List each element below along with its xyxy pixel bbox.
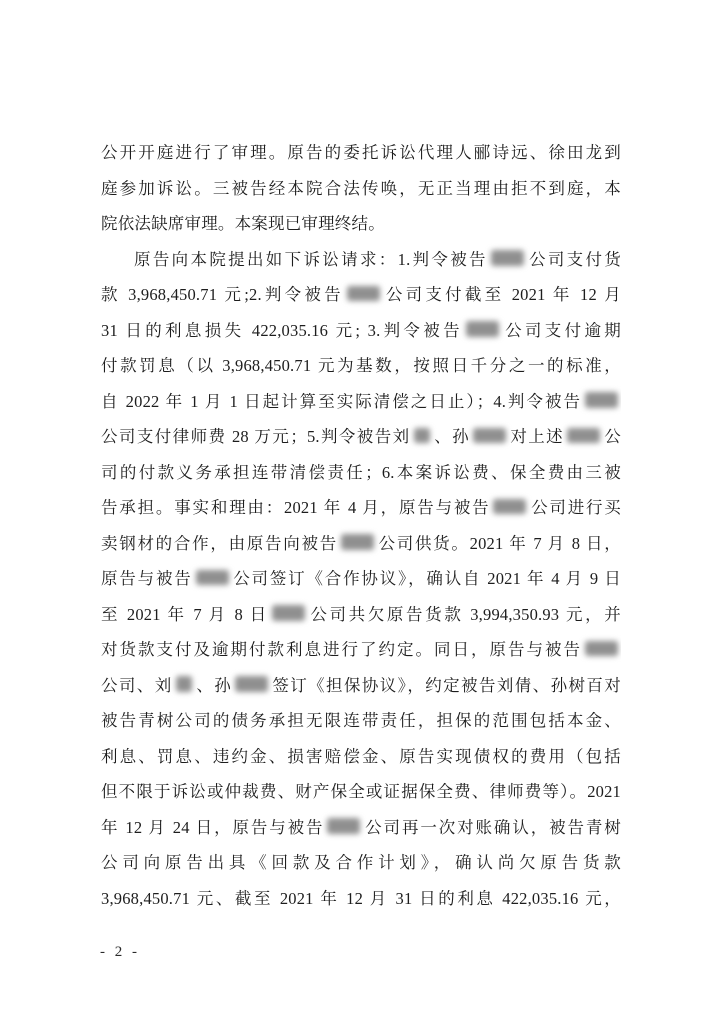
redacted-text — [493, 499, 526, 514]
document-line — [101, 845, 621, 881]
text-segment: 款 3,968,450.71 元;2.判令被告 — [101, 285, 344, 304]
text-segment: 31 日的利息损失 422,035.16 元; 3.判令被告 — [101, 320, 463, 340]
document-line — [101, 242, 621, 278]
redacted-text — [585, 392, 618, 407]
document-line — [101, 703, 621, 739]
text-segment: 被告青树公司的债务承担无限连带责任，担保的范围包括本金、 — [101, 711, 621, 730]
text-segment: 公司进行买 — [529, 498, 621, 517]
document-line — [101, 881, 621, 917]
text-segment: 卖钢材的合作，由原告向被告 — [101, 533, 338, 553]
document-line — [101, 490, 621, 526]
redacted-text — [585, 641, 618, 656]
redacted-text — [466, 321, 499, 336]
text-segment: 、孙 — [195, 675, 233, 695]
text-segment: 至 2021 年 7 月 8 日 — [101, 604, 269, 624]
text-segment: 庭参加诉讼。三被告经本院合法传唤，无正当理由拒不到庭，本 — [101, 178, 621, 198]
text-segment: 原告向本院提出如下诉讼请求：1.判令被告 — [134, 249, 488, 269]
text-segment: 、孙 — [433, 427, 471, 446]
redacted-text — [567, 428, 600, 443]
text-segment: 公司共欠原告货款 3,994,350.93 元，并 — [307, 604, 621, 624]
document-line — [101, 774, 621, 810]
text-segment: 对上述 — [509, 427, 565, 446]
text-segment: 公司再一次对账确认，被告青树 — [363, 817, 621, 837]
document-line — [101, 561, 621, 597]
document-line — [101, 206, 621, 242]
redacted-text — [341, 534, 374, 549]
text-segment: 付款罚息（以 3,968,450.71 元为基数，按照日千分之一的标准， — [101, 356, 621, 375]
document-line — [101, 384, 621, 420]
redacted-text — [327, 818, 360, 833]
redacted-text — [473, 428, 506, 443]
document-line — [101, 810, 621, 846]
document-line — [101, 277, 621, 313]
document-line — [101, 135, 621, 171]
document-line — [101, 171, 621, 207]
document-line — [101, 419, 621, 455]
text-segment: 公司、刘 — [101, 675, 173, 695]
document-line — [101, 455, 621, 491]
document-line — [101, 597, 621, 633]
redacted-text — [491, 250, 524, 265]
text-segment: 自 2022 年 1 月 1 日起计算至实际清偿之日止）；4.判令被告 — [101, 391, 582, 411]
text-segment: 公开开庭进行了审理。原告的委托诉讼代理人郦诗远、徐田龙到 — [101, 143, 621, 162]
text-segment: 年 12 月 24 日，原告与被告 — [101, 817, 325, 837]
document-line — [101, 739, 621, 775]
document-line — [101, 313, 621, 349]
text-segment: 公司签订《合作协议》，确认自 2021 年 4 月 9 日 — [231, 569, 621, 588]
text-segment: 院依法缺席审理。本案现已审理终结。 — [101, 214, 385, 233]
text-segment: 司的付款义务承担连带清偿责任；6.本案诉讼费、保全费由三被 — [101, 462, 621, 482]
text-segment: 3,968,450.71 元、截至 2021 年 12 月 31 日的利息 422,035.16 元， — [101, 888, 621, 908]
text-segment: 公司支付律师费 28 万元；5.判令被告刘 — [101, 427, 411, 446]
text-segment: 公司供货。2021 年 7 月 8 日， — [376, 533, 621, 553]
page-number: - 2 - — [100, 944, 140, 960]
redacted-text — [414, 428, 431, 443]
text-segment: 公司支付截至 2021 年 12 月 — [382, 285, 621, 304]
redacted-text — [347, 286, 380, 301]
text-segment: 公 — [603, 427, 621, 446]
text-segment: 对货款支付及逾期付款利息进行了约定。同日，原告与被告 — [101, 640, 582, 659]
document-body — [101, 135, 621, 916]
text-segment: 公司支付货 — [526, 249, 621, 269]
document-line — [101, 668, 621, 704]
text-segment: 签订《担保协议》，约定被告刘倩、孙树百对 — [271, 675, 621, 695]
redacted-text — [176, 676, 193, 691]
text-segment: 但不限于诉讼或仲裁费、财产保全或证据保全费、律师费等）。2021 — [101, 782, 621, 801]
document-line — [101, 632, 621, 668]
text-segment: 公司支付逾期 — [501, 320, 621, 340]
redacted-text — [235, 676, 268, 691]
text-segment: 原告与被告 — [101, 569, 193, 588]
text-segment: 利息、罚息、违约金、损害赔偿金、原告实现债权的费用（包括 — [101, 746, 621, 766]
text-segment: 公司向原告出具《回款及合作计划》，确认尚欠原告货款 — [101, 853, 621, 872]
redacted-text — [272, 605, 305, 620]
document-line — [101, 526, 621, 562]
document-line — [101, 348, 621, 384]
redacted-text — [196, 570, 229, 585]
text-segment: 告承担。事实和理由：2021 年 4 月，原告与被告 — [101, 498, 491, 517]
